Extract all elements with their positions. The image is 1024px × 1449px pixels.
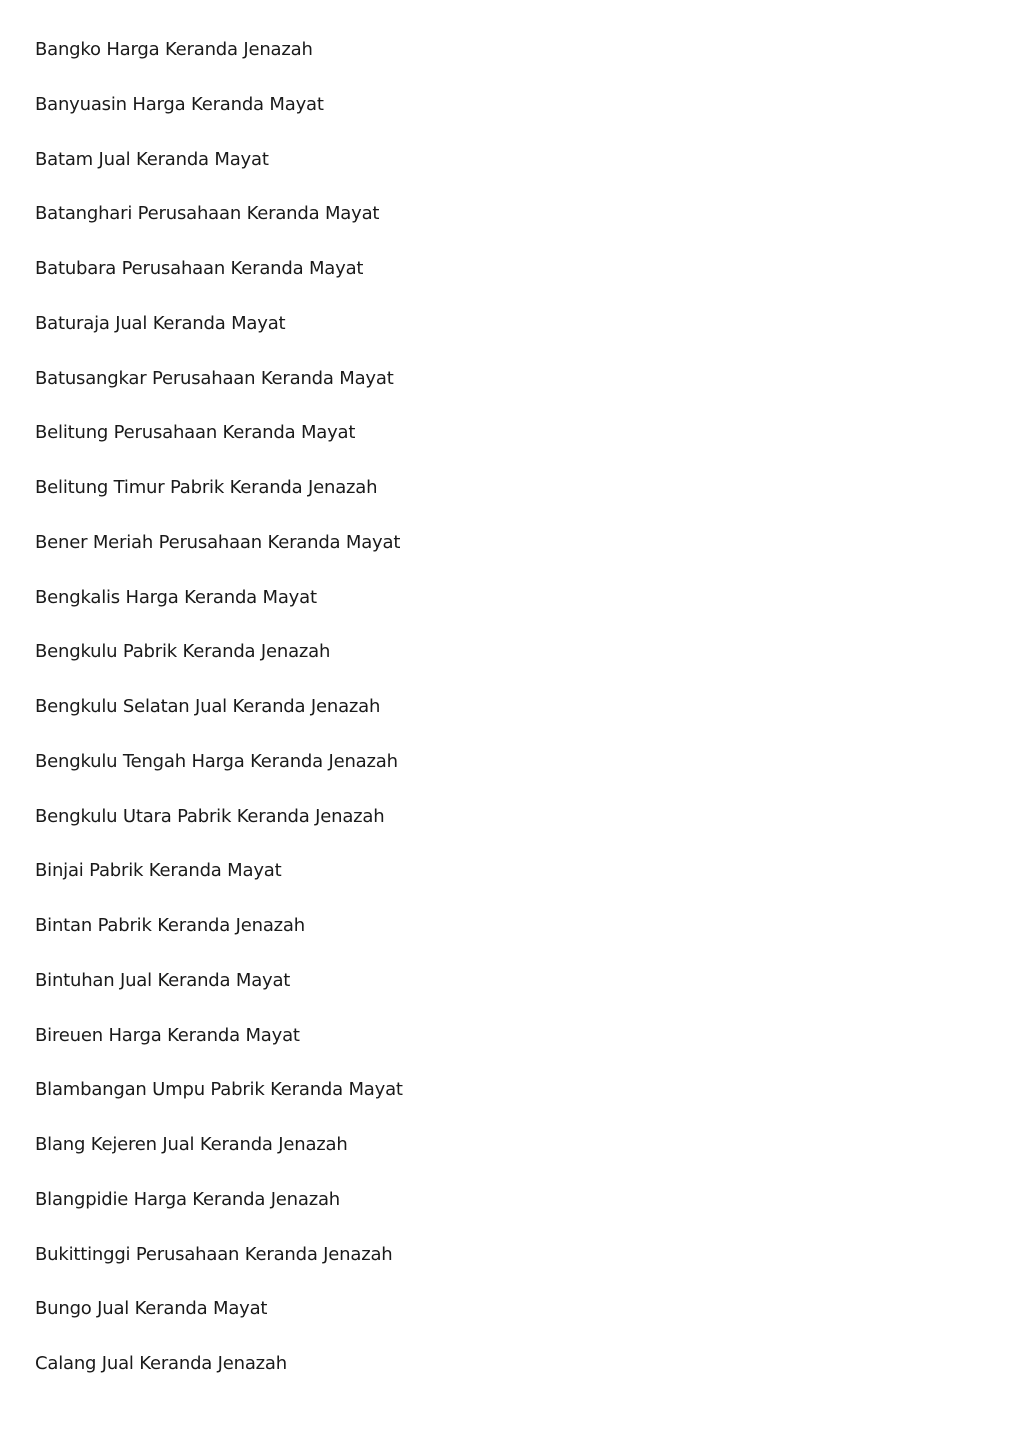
list-item: Bukittinggi Perusahaan Keranda Jenazah [35,1243,393,1265]
list-item: Batam Jual Keranda Mayat [35,148,269,170]
list-item: Blangpidie Harga Keranda Jenazah [35,1188,340,1210]
list-item: Bener Meriah Perusahaan Keranda Mayat [35,531,401,553]
list-item: Baturaja Jual Keranda Mayat [35,312,286,334]
list-item: Belitung Perusahaan Keranda Mayat [35,422,356,444]
list-item: Bengkulu Pabrik Keranda Jenazah [35,641,331,663]
list-item: Belitung Timur Pabrik Keranda Jenazah [35,477,378,498]
list-item: Bengkulu Selatan Jual Keranda Jenazah [35,696,381,717]
list-item: Bengkulu Tengah Harga Keranda Jenazah [35,750,398,772]
keyword-list [35,36,403,1405]
list-item: Batusangkar Perusahaan Keranda Mayat [35,367,394,389]
list-item: Bintuhan Jual Keranda Mayat [35,969,291,991]
list-item: Blang Kejeren Jual Keranda Jenazah [35,1134,348,1155]
list-item: Batanghari Perusahaan Keranda Mayat [35,203,380,225]
list-item: Bengkalis Harga Keranda Mayat [35,586,317,608]
list-item: Batubara Perusahaan Keranda Mayat [35,258,364,279]
list-item: Bungo Jual Keranda Mayat [35,1298,268,1320]
list-item: Bengkulu Utara Pabrik Keranda Jenazah [35,805,385,827]
list-item: Binjai Pabrik Keranda Mayat [35,860,282,882]
list-item: Bireuen Harga Keranda Mayat [35,1024,300,1046]
list-item: Calang Jual Keranda Jenazah [35,1353,287,1374]
list-item: Bintan Pabrik Keranda Jenazah [35,915,305,936]
list-item: Blambangan Umpu Pabrik Keranda Mayat [35,1079,403,1101]
list-item: Banyuasin Harga Keranda Mayat [35,93,324,115]
list-item: Bangko Harga Keranda Jenazah [35,39,313,60]
